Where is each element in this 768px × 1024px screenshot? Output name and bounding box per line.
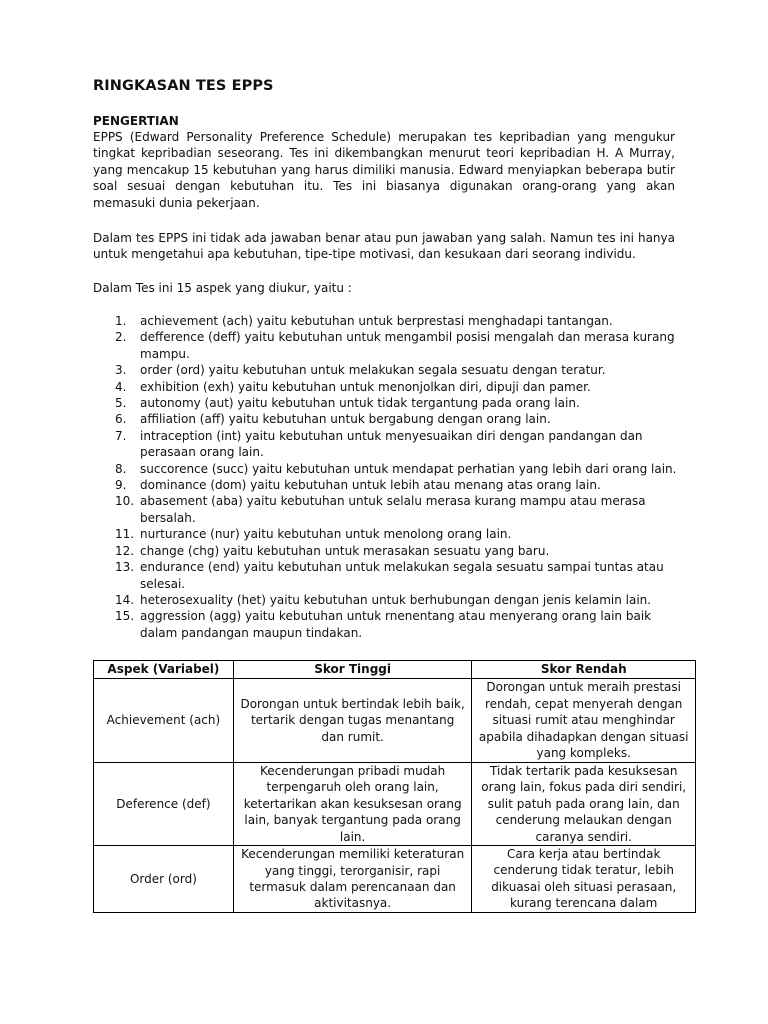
high-score-cell: Dorongan untuk bertindak lebih baik, tertarik dengan tugas menantang dan rumit. <box>233 679 472 763</box>
high-score-cell: Kecenderungan pribadi mudah terpengaruh oleh orang lain, ketertarikan akan kesuksesan orang lain, banyak tergantung pada orang lain. <box>233 763 472 846</box>
section-heading: PENGERTIAN <box>93 114 179 128</box>
list-item: 6. affiliation (aff) yaitu kebutuhan untuk bergabung dengan orang lain. <box>115 412 551 427</box>
aspect-cell: Order (ord) <box>94 846 234 913</box>
list-item: 3. order (ord) yaitu kebutuhan untuk melakukan segala sesuatu dengan teratur. <box>115 363 606 378</box>
list-item: 8. succorence (succ) yaitu kebutuhan untuk mendapat perhatian yang lebih dari orang lain. <box>115 461 677 476</box>
column-header-low-score: Skor Rendah <box>472 661 696 679</box>
table-row <box>94 846 696 913</box>
second-paragraph: Dalam tes EPPS ini tidak ada jawaban benar atau pun jawaban yang salah. Namun tes ini hanya untuk mengetahui apa kebutuhan, tipe-tipe motivasi, dan kesukaan dari seorang individu. <box>93 231 675 262</box>
low-score-cell: Dorongan untuk meraih prestasi rendah, cepat menyerah dengan situasi rumit atau menghindar apabila dihadapkan dengan situasi yang kompleks. <box>472 679 696 763</box>
list-item: 12. change (chg) yaitu kebutuhan untuk merasakan sesuatu yang baru. <box>115 543 550 558</box>
table-header-row <box>94 661 696 679</box>
list-item: 2. defference (deff) yaitu kebutuhan untuk mengambil posisi mengalah dan merasa kurang mampu. <box>115 330 675 361</box>
column-header-aspect: Aspek (Variabel) <box>94 661 234 679</box>
low-score-cell: Tidak tertarik pada kesuksesan orang lain, fokus pada diri sendiri, sulit patuh pada orang lain, dan cenderung melaukan dengan caranya sendiri. <box>472 763 696 846</box>
table-row <box>94 763 696 846</box>
high-score-cell: Kecenderungan memiliki keteraturan yang tinggi, terorganisir, rapi termasuk dalam perencanaan dan aktivitasnya. <box>233 846 472 913</box>
intro-paragraph: EPPS (Edward Personality Preference Schedule) merupakan tes kepribadian yang mengukur tingkat kepribadian seseorang. Tes ini dikembangkan menurut teori kepribadian H. A Murray, yang mencakup 15 kebutuhan yang harus dimiliki manusia. Edward menyiapkan beberapa butir soal sesuai dengan kebutuhan itu. Tes ini biasanya digunakan orang-orang yang akan memasuki dunia pekerjaan. <box>93 130 675 210</box>
list-item: 5. autonomy (aut) yaitu kebutuhan untuk tidak tergantung pada orang lain. <box>115 396 580 411</box>
list-item: 14. heterosexuality (het) yaitu kebutuhan untuk berhubungan dengan jenis kelamin lain. <box>115 592 652 607</box>
document-title: RINGKASAN TES EPPS <box>93 78 274 94</box>
list-item: 4. exhibition (exh) yaitu kebutuhan untuk menonjolkan diri, dipuji dan pamer. <box>115 379 591 394</box>
list-item: 13. endurance (end) yaitu kebutuhan untuk melakukan segala sesuatu sampai tuntas atau selesai. <box>115 560 664 591</box>
score-table <box>93 660 696 913</box>
list-item: 11. nurturance (nur) yaitu kebutuhan untuk menolong orang lain. <box>115 527 512 542</box>
list-item: 10. abasement (aba) yaitu kebutuhan untuk selalu merasa kurang mampu atau merasa bersalah. <box>115 494 646 525</box>
table-row <box>94 679 696 763</box>
aspect-list <box>93 313 683 641</box>
column-header-high-score: Skor Tinggi <box>233 661 472 679</box>
list-item: 7. intraception (int) yaitu kebutuhan untuk menyesuaikan diri dengan pandangan dan perasaan orang lain. <box>115 428 643 460</box>
aspect-cell: Achievement (ach) <box>94 679 234 763</box>
list-intro: Dalam Tes ini 15 aspek yang diukur, yaitu : <box>93 281 352 295</box>
aspect-cell: Deference (def) <box>94 763 234 846</box>
list-item: 9. dominance (dom) yaitu kebutuhan untuk lebih atau menang atas orang lain. <box>115 478 601 493</box>
list-item: 15. aggression (agg) yaitu kebutuhan untuk rnenentang atau menyerang orang lain baik dalam pandangan maupun tindakan. <box>115 609 652 640</box>
list-item: 1. achievement (ach) yaitu kebutuhan untuk berprestasi menghadapi tantangan. <box>115 314 613 328</box>
low-score-cell: Cara kerja atau bertindak cenderung tidak teratur, lebih dikuasai oleh situasi perasaan, kurang terencana dalam <box>472 846 696 913</box>
